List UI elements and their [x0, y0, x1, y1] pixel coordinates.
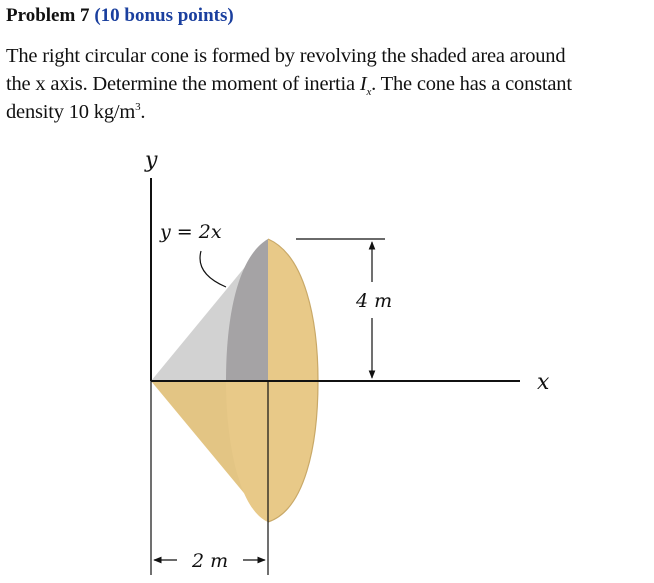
inertia-symbol: I	[359, 73, 367, 95]
density-text: density 10 kg/m	[6, 101, 136, 123]
statement-line-2-end: . The cone has a constant	[371, 73, 572, 95]
curve-equation-label: y = 2x	[160, 221, 222, 243]
height-dimension-label: 4 m	[356, 290, 393, 312]
cone-upper-side	[226, 239, 268, 381]
y-axis-label: y	[145, 148, 158, 173]
density-period: .	[140, 101, 146, 123]
inertia-subscript: x	[366, 86, 372, 99]
statement-line-1: The right circular cone is formed by revolving the shaded area around	[6, 45, 566, 67]
statement-line-2-start: the x axis. Determine the moment of inertia	[6, 73, 360, 95]
density-exponent: 3	[135, 101, 141, 114]
bonus-points: 10 bonus points	[100, 5, 228, 26]
bonus-paren-open: (	[94, 5, 101, 26]
bonus-paren-close: )	[227, 5, 234, 26]
problem-title: Problem 7	[6, 5, 90, 26]
x-axis-label: x	[537, 370, 550, 395]
length-dimension-label: 2 m	[192, 550, 229, 572]
curve-label-leader	[200, 251, 226, 287]
